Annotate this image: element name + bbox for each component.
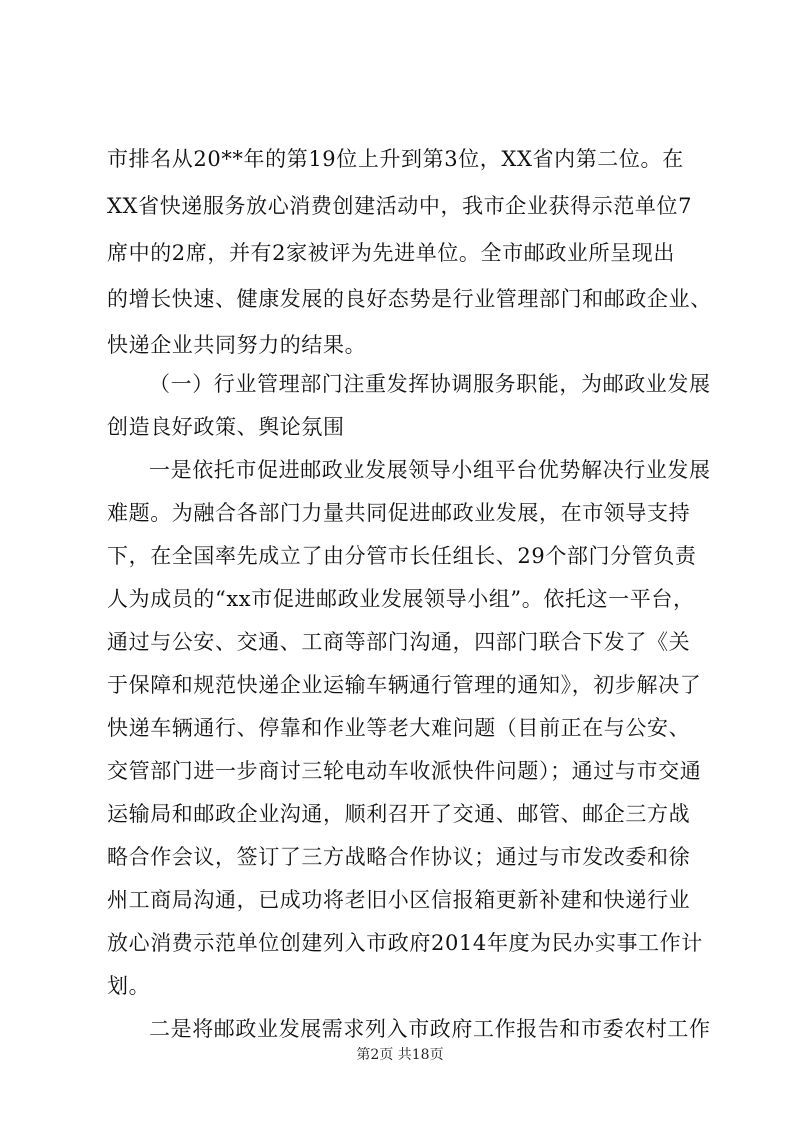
body-line-13: 于保障和规范快递企业运输车辆通行管理的通知》，初步解决了 — [107, 673, 702, 697]
body-line-16: 运输局和邮政企业沟通，顺利召开了交通、邮管、邮企三方战 — [107, 802, 691, 826]
body-line-14: 快递车辆通行、停靠和作业等老大难问题（目前正在与公安、 — [107, 716, 691, 740]
section-heading-line-1: （一）行业管理部门注重发挥协调服务职能，为邮政业发展 — [149, 372, 711, 396]
body-line-21: 二是将邮政业发展需求列入市政府工作报告和市委农村工作 — [149, 1017, 711, 1041]
body-line-1: 市排名从20**年的第19位上升到第3位，XX省内第二位。在 — [107, 147, 684, 171]
body-line-5: 快递企业共同努力的结果。 — [107, 333, 367, 357]
body-line-19: 放心消费示范单位创建列入市政府2014年度为民办实事工作计 — [107, 931, 703, 955]
body-line-12: 通过与公安、交通、工商等部门沟通，四部门联合下发了《关 — [107, 630, 691, 654]
body-line-9: 难题。为融合各部门力量共同促进邮政业发展，在市领导支持 — [107, 501, 691, 525]
body-line-2: XX省快递服务放心消费创建活动中，我市企业获得示范单位7 — [107, 194, 693, 218]
body-line-10: 下，在全国率先成立了由分管市长任组长、29个部门分管负责 — [107, 544, 697, 568]
body-line-8: 一是依托市促进邮政业发展领导小组平台优势解决行业发展 — [149, 458, 711, 482]
body-line-17: 略合作会议，签订了三方战略合作协议；通过与市发改委和徐 — [107, 845, 691, 869]
body-line-4: 的增长快速、健康发展的良好态势是行业管理部门和邮政企业、 — [107, 287, 712, 311]
body-line-20: 划。 — [107, 974, 151, 998]
body-line-11: 人为成员的“xx市促进邮政业发展领导小组”。依托这一平台， — [107, 587, 695, 611]
page-number-footer: 第2页 共18页 — [356, 1047, 444, 1063]
body-line-15: 交管部门进一步商讨三轮电动车收派快件问题）；通过与市交通 — [107, 759, 702, 783]
body-line-3: 席中的2席，并有2家被评为先进单位。全市邮政业所呈现出 — [107, 241, 675, 265]
body-line-18: 州工商局沟通，已成功将老旧小区信报箱更新补建和快递行业 — [107, 888, 691, 912]
section-heading-line-2: 创造良好政策、舆论氛围 — [107, 415, 345, 439]
